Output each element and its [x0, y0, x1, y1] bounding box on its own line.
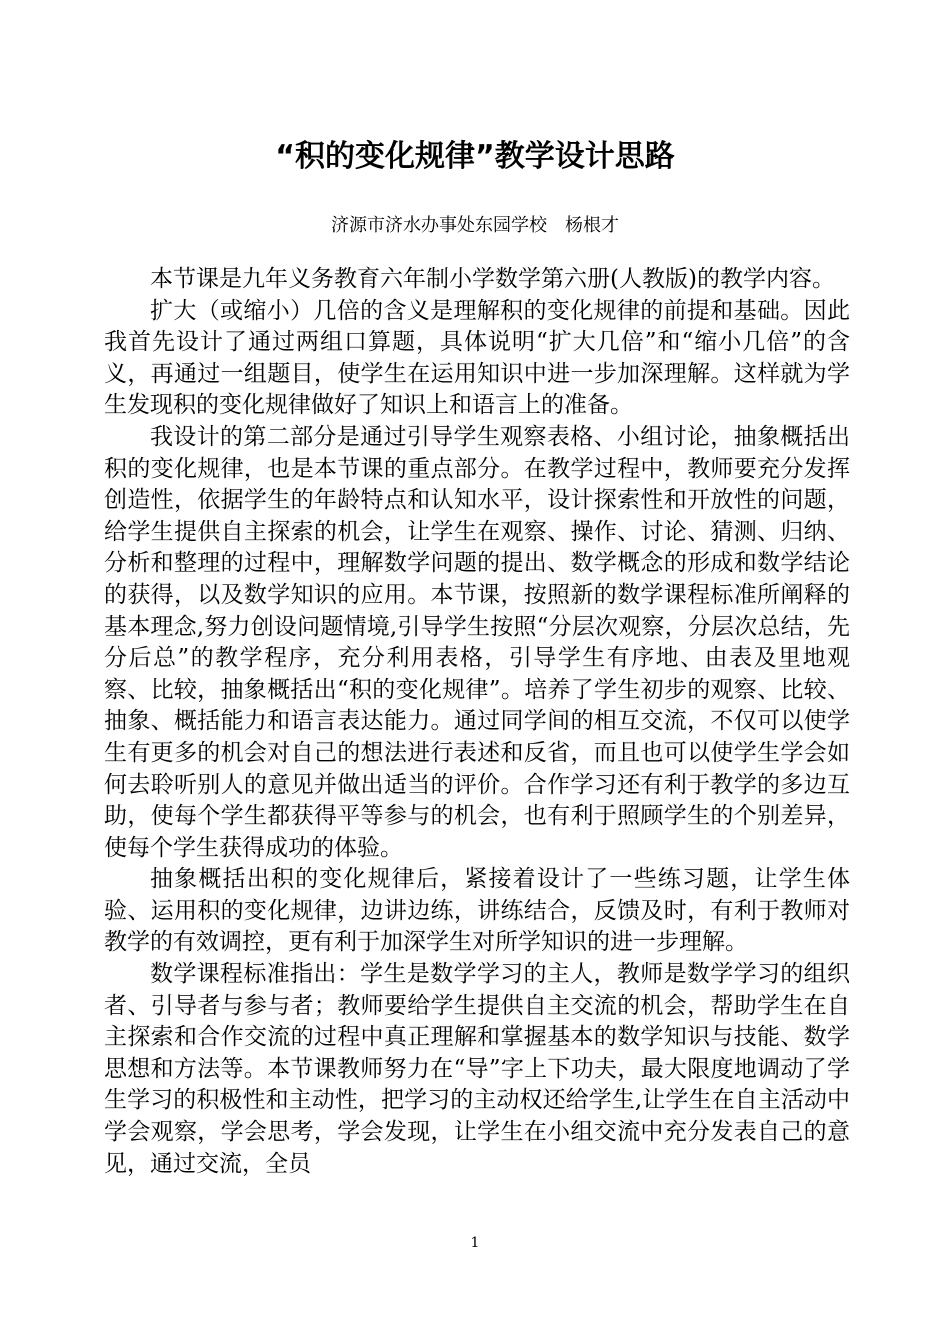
paragraph: 抽象概括出积的变化规律后，紧接着设计了一些练习题，让学生体验、运用积的变化规律，边讲边练，讲练结合，反馈及时，有利于教师对教学的有效调控，更有利于加深学生对所学知识的进一步理解。 [104, 866, 850, 956]
document-body [104, 264, 850, 1180]
paragraph: 扩大（或缩小）几倍的含义是理解积的变化规律的前提和基础。因此我首先设计了通过两组口算题，具体说明“扩大几倍”和“缩小几倍”的含义，再通过一组题目，使学生在运用知识中进一步加深理解。这样就为学生发现积的变化规律做好了知识上和语言上的准备。 [104, 297, 850, 419]
paragraph: 我设计的第二部分是通过引导学生观察表格、小组讨论，抽象概括出积的变化规律，也是本节课的重点部分。在教学过程中，教师要充分发挥创造性，依据学生的年龄特点和认知水平，设计探索性和开放性的问题，给学生提供自主探索的机会，让学生在观察、操作、讨论、猜测、归纳、分析和整理的过程中，理解数学问题的提出、数学概念的形成和数学结论的获得，以及数学知识的应用。本节课，按照新的数学课程标准所阐释的基本理念,努力创设问题情境,引导学生按照“分层次观察，分层次总结，先分后总”的教学程序，充分利用表格，引导学生有序地、由表及里地观察、比较，抽象概括出“积的变化规律”。培养了学生初步的观察、比较、抽象、概括能力和语言表达能力。通过同学间的相互交流，不仅可以使学生有更多的机会对自己的想法进行表述和反省，而且也可以使学生学会如何去聆听别人的意见并做出适当的评价。合作学习还有利于教学的多边互助，使每个学生都获得平等参与的机会，也有利于照顾学生的个别差异，使每个学生获得成功的体验。 [104, 423, 850, 861]
paragraph: 本节课是九年义务教育六年制小学数学第六册(人教版)的教学内容。 [150, 266, 835, 292]
page-number: 1 [470, 1235, 480, 1251]
document-title: “积的变化规律”教学设计思路 [275, 139, 675, 174]
author-line: 济源市济水办事处东园学校 杨根才 [331, 215, 619, 236]
paragraph: 数学课程标准指出：学生是数学学习的主人，教师是数学学习的组织者、引导者与参与者；教师要给学生提供自主交流的机会，帮助学生在自主探索和合作交流的过程中真正理解和掌握基本的数学知识与技能、数学思想和方法等。本节课教师努力在“导”字上下功夫，最大限度地调动了学生学习的积极性和主动性，把学习的主动权还给学生,让学生在自主活动中学会观察，学会思考，学会发现，让学生在小组交流中充分发表自己的意见，通过交流，全员 [104, 961, 850, 1177]
